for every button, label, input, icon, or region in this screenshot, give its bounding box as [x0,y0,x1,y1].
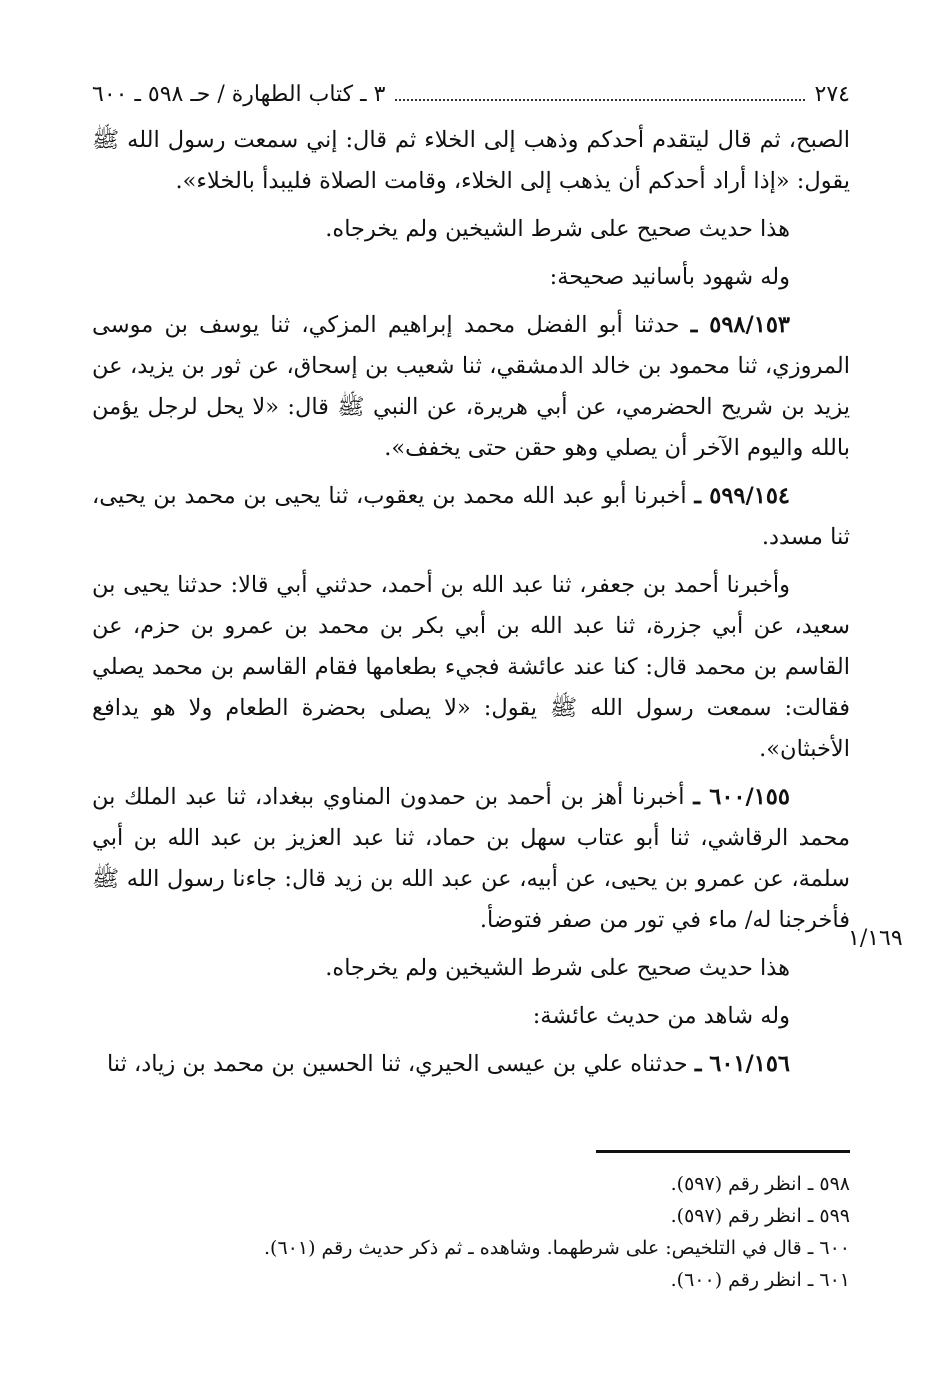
hadith-text: حدثناه علي بن عيسى الحيري، ثنا الحسين بن محمد بن زياد، ثنا [106,1051,688,1077]
paragraph: وأخبرنا أحمد بن جعفر، ثنا عبد الله بن أحمد، حدثني أبي قالا: حدثنا يحيى بن سعيد، عن أبي جزرة، ثنا عبد الله بن أبي بكر بن محمد بن عمرو بن حزم، عن القاسم بن محمد قال: كنا عند عائشة فجيء بطعامها فقام القاسم بن محمد يصلي فقالت: سمعت رسول الله ﷺ يقول: «لا يصلى بحضرة الطعام ولا هو يدافع الأخبثان». [92,572,850,762]
hadith-601 [92,1044,850,1085]
hadith-text: أخبرنا أهز بن أحمد بن حمدون المناوي ببغداد، ثنا عبد الملك بن محمد الرقاشي، ثنا أبو عتاب سهل بن حماد، ثنا عبد العزيز بن عبد الله بن أبي سلمة، عن عمرو بن يحيى، عن أبيه، عن عبد الله بن زيد قال: جاءنا رسول الله ﷺ فأخرجنا له/ ماء في تور من صفر فتوضأ. [92,784,850,933]
hadith-text: حدثنا أبو الفضل محمد إبراهيم المزكي، ثنا يوسف بن موسى المروزي، ثنا محمود بن خالد الدمشقي، ثنا شعيب بن إسحاق، عن ثور بن يزيد، عن يزيد بن شريح الحضرمي، عن أبي هريرة، عن النبي ﷺ قال: «لا يحل لرجل يؤمن بالله واليوم الآخر أن يصلي وهو حقن حتى يخفف». [92,312,850,461]
hadith-number: ٦٠٠/١٥٥ ـ [693,784,790,810]
marginal-manuscript-ref: ١/١٦٩ [848,926,903,951]
page-header [92,82,850,112]
main-text [92,120,850,1085]
hadith-number: ٥٩٨/١٥٣ ـ [690,312,790,338]
footnote: ٥٩٨ ـ انظر رقم (٥٩٧). [670,1173,850,1195]
paragraph: وله شهود بأسانيد صحيحة: [549,264,790,290]
running-title: ٣ ـ كتاب الطهارة / حـ ٥٩٨ ـ ٦٠٠ [92,82,386,107]
paragraph: هذا حديث صحيح على شرط الشيخين ولم يخرجاه. [325,955,790,981]
hadith-598 [92,305,850,469]
paragraph: هذا حديث صحيح على شرط الشيخين ولم يخرجاه. [325,216,790,242]
header-leader-dots [395,87,804,101]
hadith-text: أخبرنا أبو عبد الله محمد بن يعقوب، ثنا يحيى بن محمد بن يحيى، ثنا مسدد. [92,483,850,550]
footnote: ٦٠٠ ـ قال في التلخيص: على شرطهما. وشاهده ـ ثم ذكر حديث رقم (٦٠١). [263,1237,850,1259]
page-number: ٢٧٤ [814,82,850,107]
paragraph: وله شاهد من حديث عائشة: [532,1003,790,1029]
paragraph: الصبح، ثم قال ليتقدم أحدكم وذهب إلى الخلاء ثم قال: إني سمعت رسول الله ﷺ يقول: «إذا أراد أحدكم أن يذهب إلى الخلاء، وقامت الصلاة فليبدأ بالخلاء». [92,127,850,194]
hadith-number: ٥٩٩/١٥٤ ـ [694,483,790,509]
footnote: ٦٠١ ـ انظر رقم (٦٠٠). [670,1269,850,1291]
footnote: ٥٩٩ ـ انظر رقم (٥٩٧). [670,1205,850,1227]
hadith-599 [92,476,850,558]
page [92,82,850,1092]
footnotes [92,1168,850,1296]
hadith-600 [92,777,850,941]
hadith-number: ٦٠١/١٥٦ ـ [694,1051,790,1077]
footnote-rule [596,1150,850,1153]
